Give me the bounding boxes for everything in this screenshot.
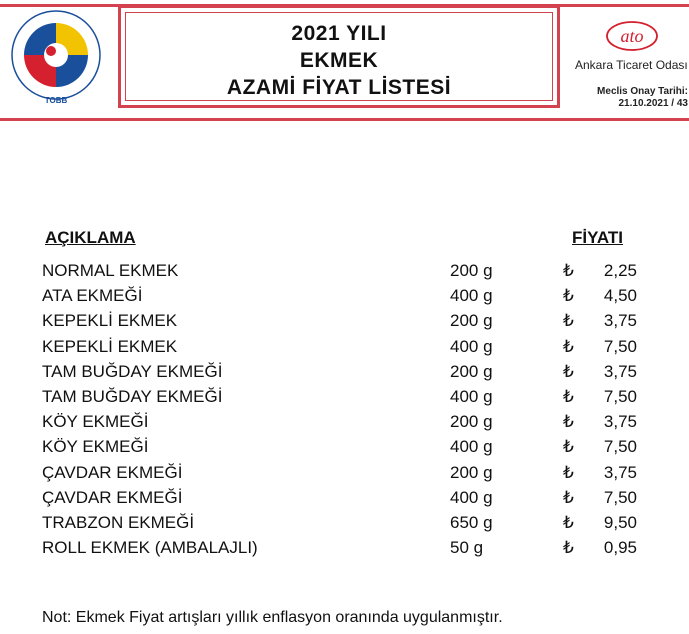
item-weight: 200 g xyxy=(450,412,493,432)
item-name: KEPEKLİ EKMEK xyxy=(42,336,178,356)
item-name: ROLL EKMEK (AMBALAJLI) xyxy=(42,538,258,558)
ato-name: Ankara Ticaret Odası xyxy=(575,58,688,72)
approval-value: 21.10.2021 / 43 xyxy=(618,98,688,109)
item-price: 3,75 xyxy=(603,462,637,482)
table-row xyxy=(0,412,689,437)
tobb-logo xyxy=(4,8,108,106)
approval-info xyxy=(570,86,688,110)
tobb-abbr: TOBB xyxy=(44,96,68,105)
item-weight: 400 g xyxy=(450,487,493,507)
item-price: 3,75 xyxy=(603,311,637,331)
currency-symbol: ₺ xyxy=(563,513,574,532)
currency-symbol: ₺ xyxy=(563,361,574,381)
title-product: EKMEK xyxy=(299,49,379,72)
table-row xyxy=(0,261,689,286)
item-price: 7,50 xyxy=(603,336,637,356)
item-price: 7,50 xyxy=(603,487,637,507)
item-name: KÖY EKMEĞİ xyxy=(42,412,149,432)
item-weight: 400 g xyxy=(450,387,493,406)
item-name: ATA EKMEĞİ xyxy=(42,286,143,306)
item-price: 0,95 xyxy=(603,538,637,558)
item-price: 9,50 xyxy=(603,513,637,532)
item-name: TRABZON EKMEĞİ xyxy=(42,513,195,532)
currency-symbol: ₺ xyxy=(563,462,574,482)
title-list-name: AZAMİ FİYAT LİSTESİ xyxy=(226,76,452,99)
table-row xyxy=(0,488,689,513)
item-weight: 400 g xyxy=(450,336,493,356)
item-price: 2,25 xyxy=(603,261,637,280)
currency-symbol: ₺ xyxy=(563,336,574,356)
title-year: 2021 YILI xyxy=(291,22,387,45)
table-row xyxy=(0,538,689,563)
table-row xyxy=(0,286,689,311)
table-row xyxy=(0,437,689,462)
item-weight: 650 g xyxy=(450,513,493,532)
header-bottom-rule xyxy=(0,118,689,121)
item-price: 7,50 xyxy=(603,437,637,457)
table-row xyxy=(0,337,689,362)
currency-symbol: ₺ xyxy=(563,311,574,331)
item-weight: 200 g xyxy=(450,462,493,482)
item-price: 7,50 xyxy=(603,387,637,406)
currency-symbol: ₺ xyxy=(563,261,574,280)
title-frame xyxy=(118,5,560,108)
table-row xyxy=(0,463,689,488)
item-weight: 400 g xyxy=(450,286,493,306)
currency-symbol: ₺ xyxy=(563,538,574,558)
currency-symbol: ₺ xyxy=(563,387,574,406)
item-name: ÇAVDAR EKMEĞİ xyxy=(42,462,183,482)
currency-symbol: ₺ xyxy=(563,412,574,432)
item-weight: 50 g xyxy=(450,538,484,558)
item-name: KÖY EKMEĞİ xyxy=(42,437,149,457)
table-row xyxy=(0,513,689,538)
currency-symbol: ₺ xyxy=(563,487,574,507)
table-row xyxy=(0,387,689,412)
column-header-price: FİYATI xyxy=(572,228,624,247)
item-weight: 200 g xyxy=(450,311,493,331)
approval-label: Meclis Onay Tarihi: xyxy=(597,86,688,97)
currency-symbol: ₺ xyxy=(563,286,574,306)
currency-symbol: ₺ xyxy=(563,437,574,457)
item-price: 4,50 xyxy=(603,286,637,306)
table-row xyxy=(0,311,689,336)
item-weight: 400 g xyxy=(450,437,493,457)
ato-logo-text: ato xyxy=(620,26,644,46)
item-weight: 200 g xyxy=(450,361,493,381)
column-header-description: AÇIKLAMA xyxy=(45,228,136,247)
item-price: 3,75 xyxy=(603,361,637,381)
item-name: KEPEKLİ EKMEK xyxy=(42,311,178,331)
item-name: TAM BUĞDAY EKMEĞİ xyxy=(42,361,223,381)
item-name: TAM BUĞDAY EKMEĞİ xyxy=(42,387,223,406)
footnote: Not: Ekmek Fiyat artışları yıllık enflasyon oranında uygulanmıştır. xyxy=(42,609,503,626)
table-row xyxy=(0,362,689,387)
ato-logo xyxy=(604,14,660,54)
item-weight: 200 g xyxy=(450,261,493,280)
item-name: ÇAVDAR EKMEĞİ xyxy=(42,487,183,507)
item-price: 3,75 xyxy=(603,412,637,432)
item-name: NORMAL EKMEK xyxy=(42,261,179,280)
